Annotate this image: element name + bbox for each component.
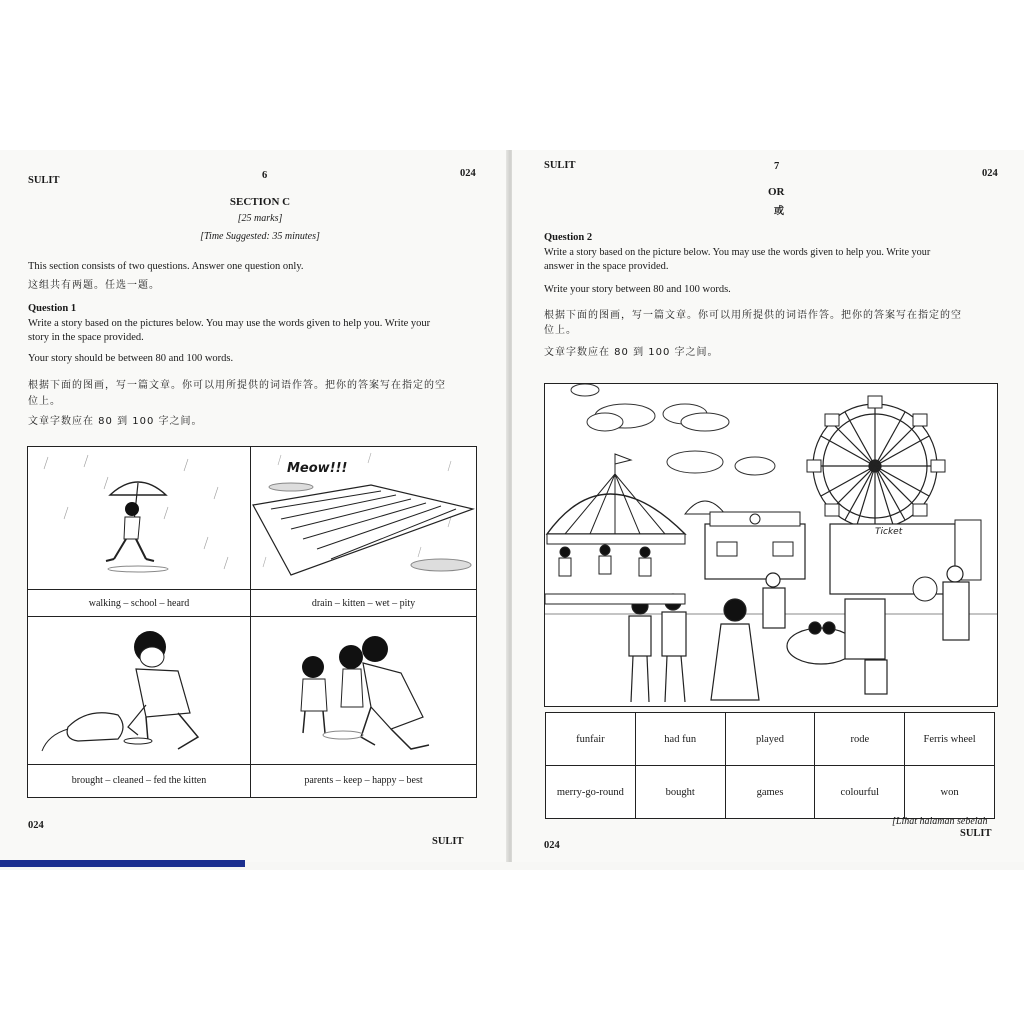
q1-instruction-cn-2: 位上。 [28,396,61,407]
meow-sound-text: Meow!!! [287,461,348,476]
q2-word-count-cn: 文章字数应在 80 到 100 字之间。 [544,347,719,358]
word-bank-row-2 [546,766,995,819]
word-bank-row-1 [546,713,995,766]
time-suggested: [Time Suggested: 35 minutes] [200,231,320,242]
picture-grid [27,446,477,798]
left-footer-sulit: SULIT [432,836,464,847]
word-cell: funfair [546,713,636,766]
right-header-code: 024 [982,168,998,179]
intro-text-cn: 这组共有两题。任选一题。 [28,280,160,291]
boy-with-umbrella-illustration [28,447,248,587]
word-cell: played [725,713,815,766]
word-cell: merry-go-round [546,766,636,819]
q1-instruction-line-2: story in the space provided. [28,332,144,343]
caption-cell-3 [28,765,251,797]
right-page-number: 7 [774,161,780,172]
funfair-scene [545,384,997,706]
question-1-title: Question 1 [28,303,77,314]
q1-word-count: Your story should be between 80 and 100 words. [28,353,234,364]
left-header-sulit: SULIT [28,175,60,186]
boy-feeding-kitten-illustration [28,617,248,763]
blue-edge-strip [0,860,245,867]
section-marks: [25 marks] [237,213,283,224]
word-cell: colourful [815,766,905,819]
picture-caption-3: brought – cleaned – fed the kitten [71,775,207,786]
word-cell: won [905,766,995,819]
picture-caption-2: drain – kitten – wet – pity [311,598,416,609]
picture-caption-4: parents – keep – happy – best [304,775,423,786]
q1-instruction-cn-1: 根据下面的图画，写一篇文章。你可以用所提供的词语作答。把你的答案写在指定的空 [28,380,446,391]
or-text-cn: 或 [774,206,785,217]
left-header-code: 024 [460,168,476,179]
q2-word-count: Write your story between 80 and 100 words. [544,284,731,295]
picture-panel-3 [28,617,251,765]
question-2-title: Question 2 [544,232,593,243]
caption-cell-2 [251,590,476,617]
q2-instruction-cn-2: 位上。 [544,325,577,336]
caption-cell-4 [251,765,476,797]
picture-panel-2 [251,447,476,590]
word-bank-table [545,712,995,819]
picture-panel-4 [251,617,476,765]
footer-turn-page-note: [Lihat halaman sebelah [892,816,988,827]
word-cell: bought [635,766,725,819]
word-cell: rode [815,713,905,766]
right-header-sulit: SULIT [544,160,576,171]
caption-cell-1 [28,590,251,617]
left-page-number: 6 [262,170,268,181]
parents-with-child-illustration [251,617,475,763]
left-footer-code: 024 [28,820,44,831]
section-title: SECTION C [229,196,291,208]
picture-panel-1 [28,447,251,590]
picture-caption-1: walking – school – heard [88,598,190,609]
q2-instruction-cn-1: 根据下面的图画，写一篇文章。你可以用所提供的词语作答。把你的答案写在指定的空 [544,310,962,321]
or-text: OR [768,186,785,198]
q2-instruction-line-1: Write a story based on the picture below. You may use the words given to help you. Write your [544,247,931,258]
word-cell: games [725,766,815,819]
drain-illustration [251,447,475,587]
word-cell: had fun [635,713,725,766]
right-footer-sulit: SULIT [960,828,992,839]
funfair-illustration [544,383,998,707]
q1-word-count-cn: 文章字数应在 80 到 100 字之间。 [28,416,203,427]
right-footer-code: 024 [544,840,560,851]
word-cell: Ferris wheel [905,713,995,766]
ticket-sign: Ticket [875,527,903,537]
intro-text-en: This section consists of two questions. Answer one question only. [28,261,304,272]
q1-instruction-line-1: Write a story based on the pictures below. You may use the words given to help you. Write your [28,318,431,329]
q2-instruction-line-2: answer in the space provided. [544,261,669,272]
